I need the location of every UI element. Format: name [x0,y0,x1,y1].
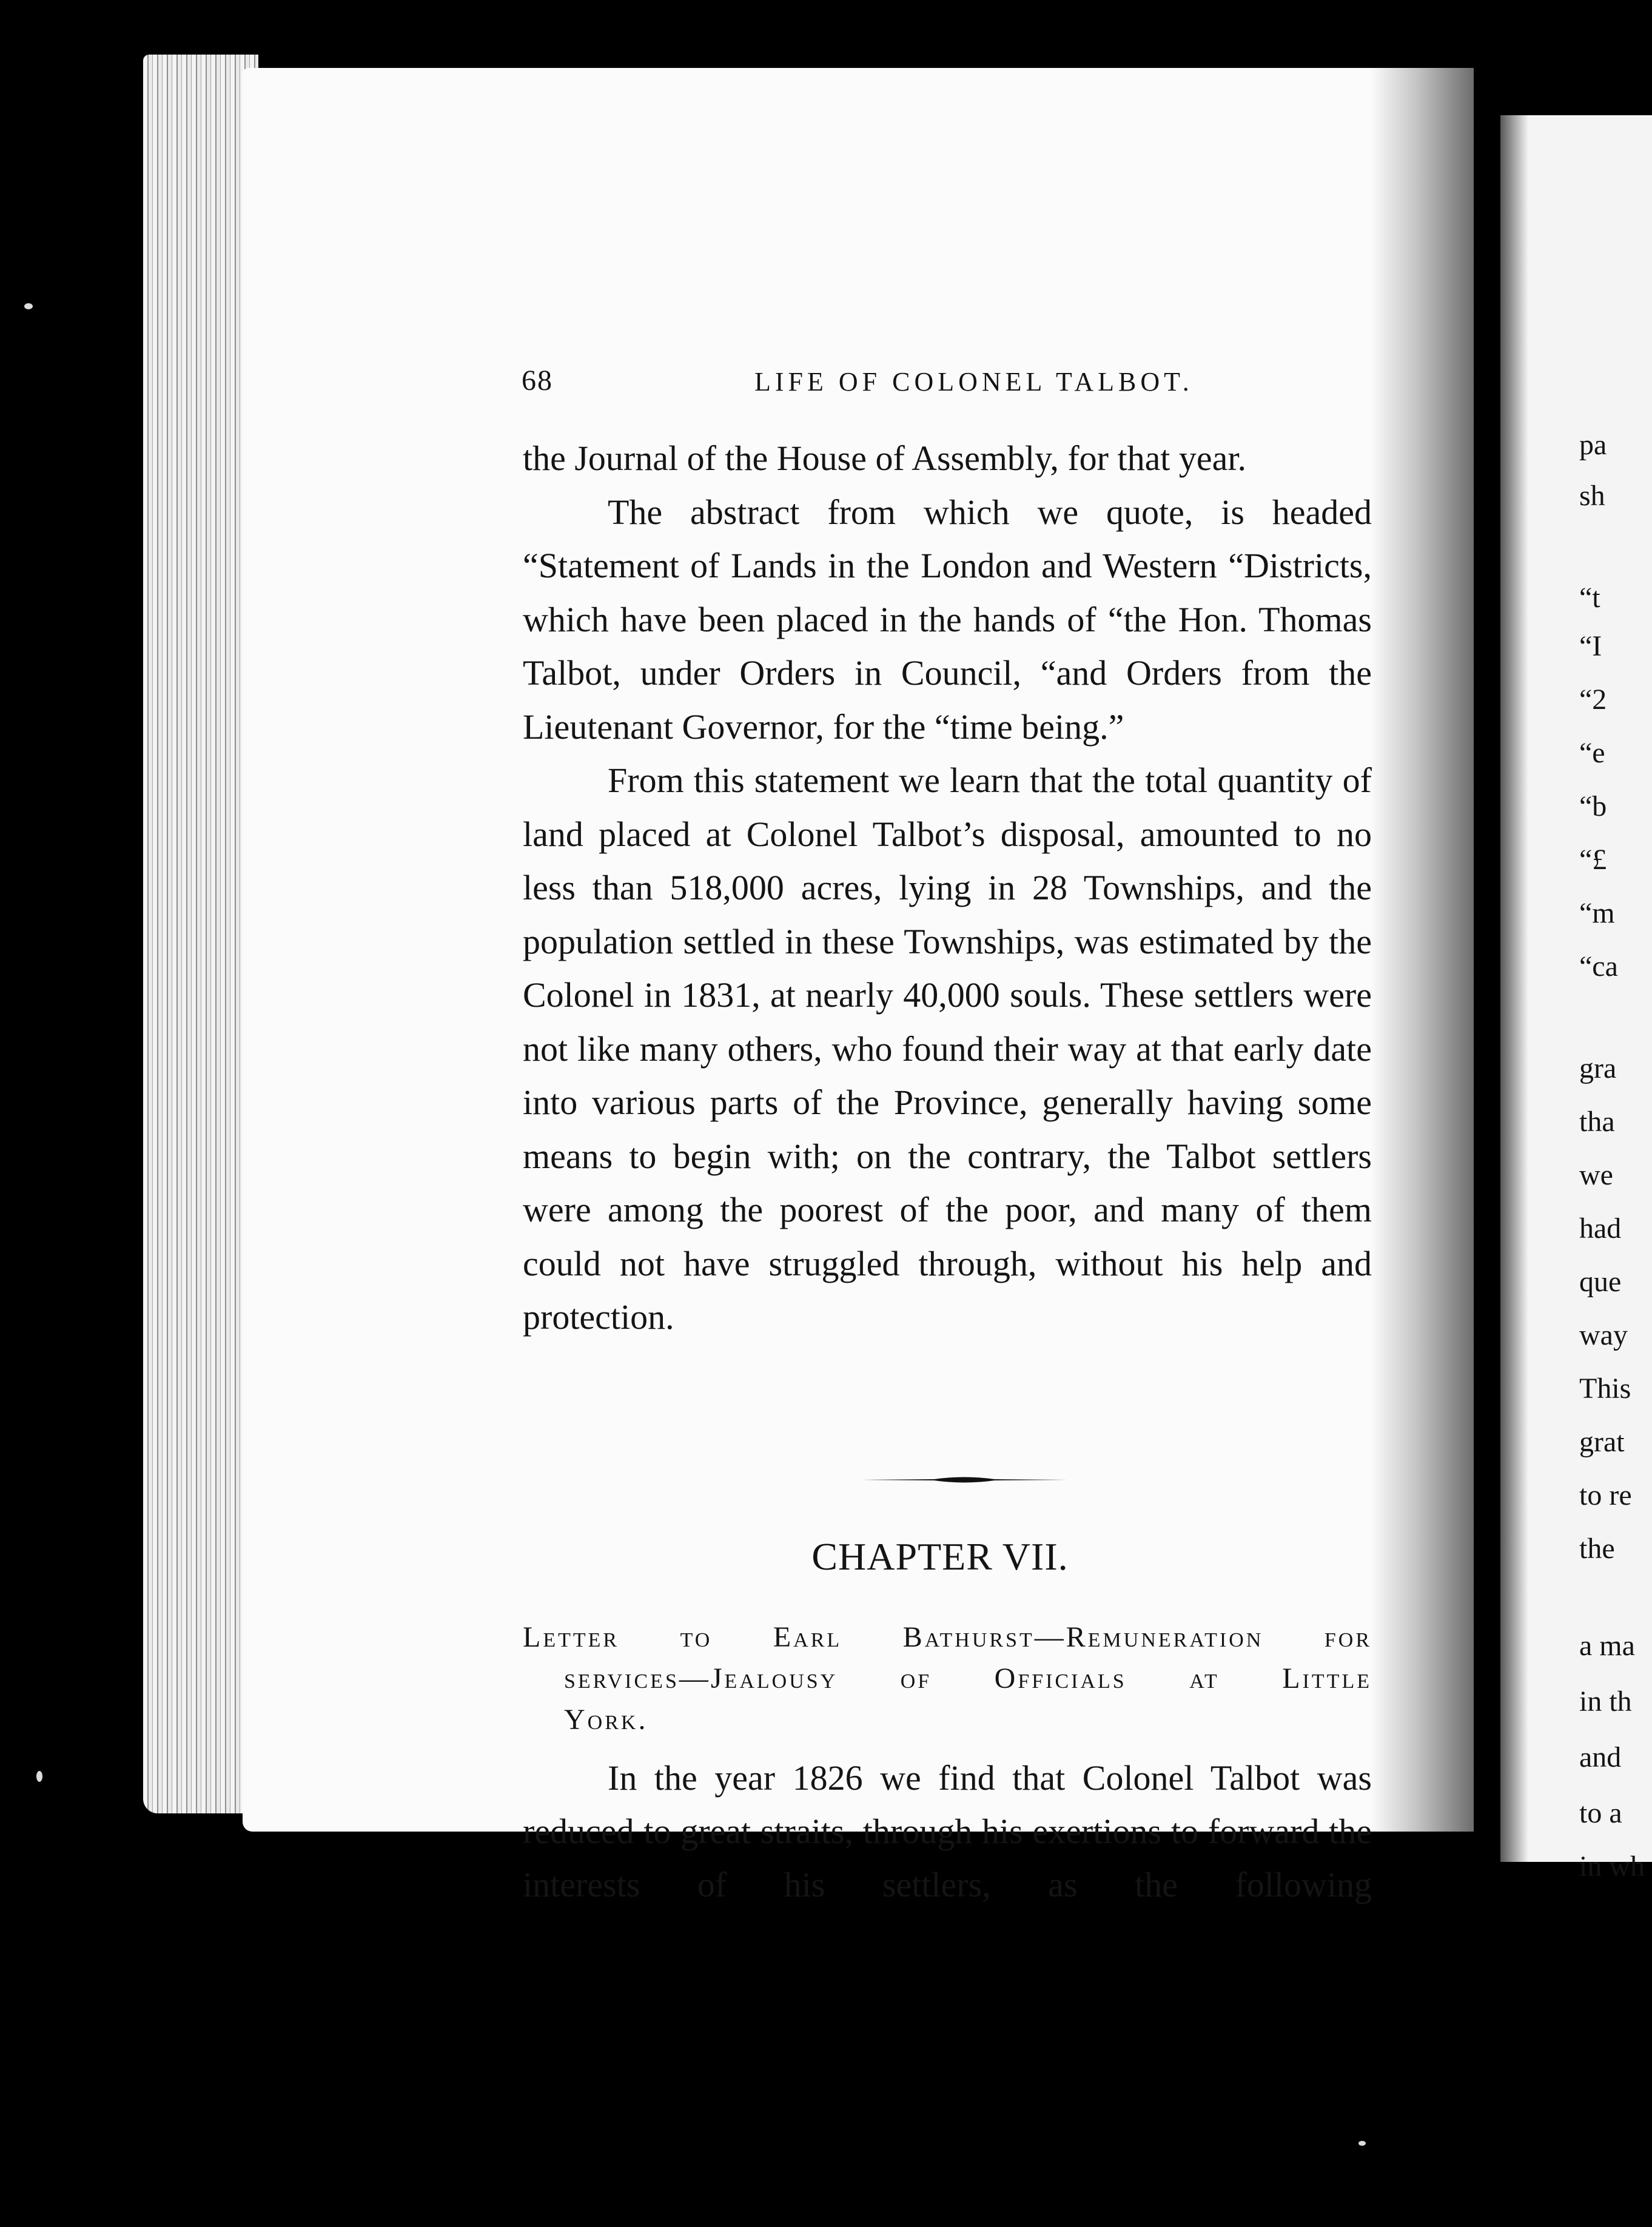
facing-fragment: “m [1579,897,1615,929]
facing-page [1500,115,1652,1883]
facing-fragment: que [1579,1266,1622,1298]
facing-fragment: tha [1579,1106,1615,1138]
binding-shadow [1500,115,1528,1862]
facing-fragment: in wh [1579,1850,1645,1883]
paragraph: the Journal of the House of Assembly, for that year. [523,438,1247,478]
facing-fragment: way [1579,1319,1628,1351]
chapter-opening: In the year 1826 we find that Colonel Talbot was reduced to great straits, through his exertions to forward the interests of his settlers, as the following [523,1758,1372,1904]
chapter-synopsis [523,1617,1372,1741]
scan-speck [24,303,33,309]
facing-fragment: pa [1579,429,1607,461]
facing-fragment: to a [1579,1797,1622,1829]
facing-fragment: “t [1579,582,1600,614]
page-edges [143,55,258,1813]
facing-fragment: “2 [1579,684,1607,716]
synopsis-line: services—Jealousy of Officials at Little [564,1662,1372,1695]
page-gutter-shadow [1371,68,1474,1832]
facing-fragment: had [1579,1212,1622,1244]
facing-fragment: we [1579,1159,1613,1191]
facing-fragment: the [1579,1533,1615,1565]
facing-fragment: “b [1579,790,1607,822]
body-text [523,432,1372,1345]
facing-fragment: This [1579,1372,1631,1405]
running-title: LIFE OF COLONEL TALBOT. [754,367,1194,397]
page-number: 68 [522,364,553,397]
facing-fragment: “ca [1579,950,1618,982]
facing-fragment: to re [1579,1479,1632,1511]
synopsis-line: Letter to Earl Bathurst—Remuneration for [523,1621,1372,1653]
facing-fragment: in th [1579,1685,1632,1718]
paragraph: From this statement we learn that the total quantity of land placed at Colonel Talbot’s disposal, amounted to no less than 518,000 acres, lying in 28 Townships, and the population settled in these Townships, was estimated by the Colonel in 1831, at nearly 40,000 souls. These settlers were not like many others, who found their way at that early date into various parts of the Province, generally having some means to begin with; on the contrary, the Talbot settlers were among the poorest of the poor, and many of them could not have struggled through, without his help and protection. [523,761,1372,1337]
facing-fragment: a ma [1579,1630,1635,1662]
ornamental-rule [861,1475,1067,1485]
facing-fragment: sh [1579,480,1605,512]
facing-fragment: “£ [1579,844,1607,876]
facing-fragment: “e [1579,737,1605,769]
running-head [522,364,1371,400]
paragraph: The abstract from which we quote, is headed “Statement of Lands in the London and Western “Districts, which have been placed in the hands of “the Hon. Thomas Talbot, under Orders in Council, “and Orders from the Lieutenant Governor, for the “time being.” [523,492,1372,747]
synopsis-line: York. [564,1704,648,1736]
facing-fragment: gra [1579,1052,1617,1084]
facing-fragment: and [1579,1741,1622,1773]
facing-fragment: “I [1579,630,1602,662]
scan-speck [36,1771,42,1782]
scan-speck [1358,2141,1366,2146]
chapter-title: CHAPTER VII. [811,1535,1069,1578]
facing-fragment: grat [1579,1426,1625,1458]
